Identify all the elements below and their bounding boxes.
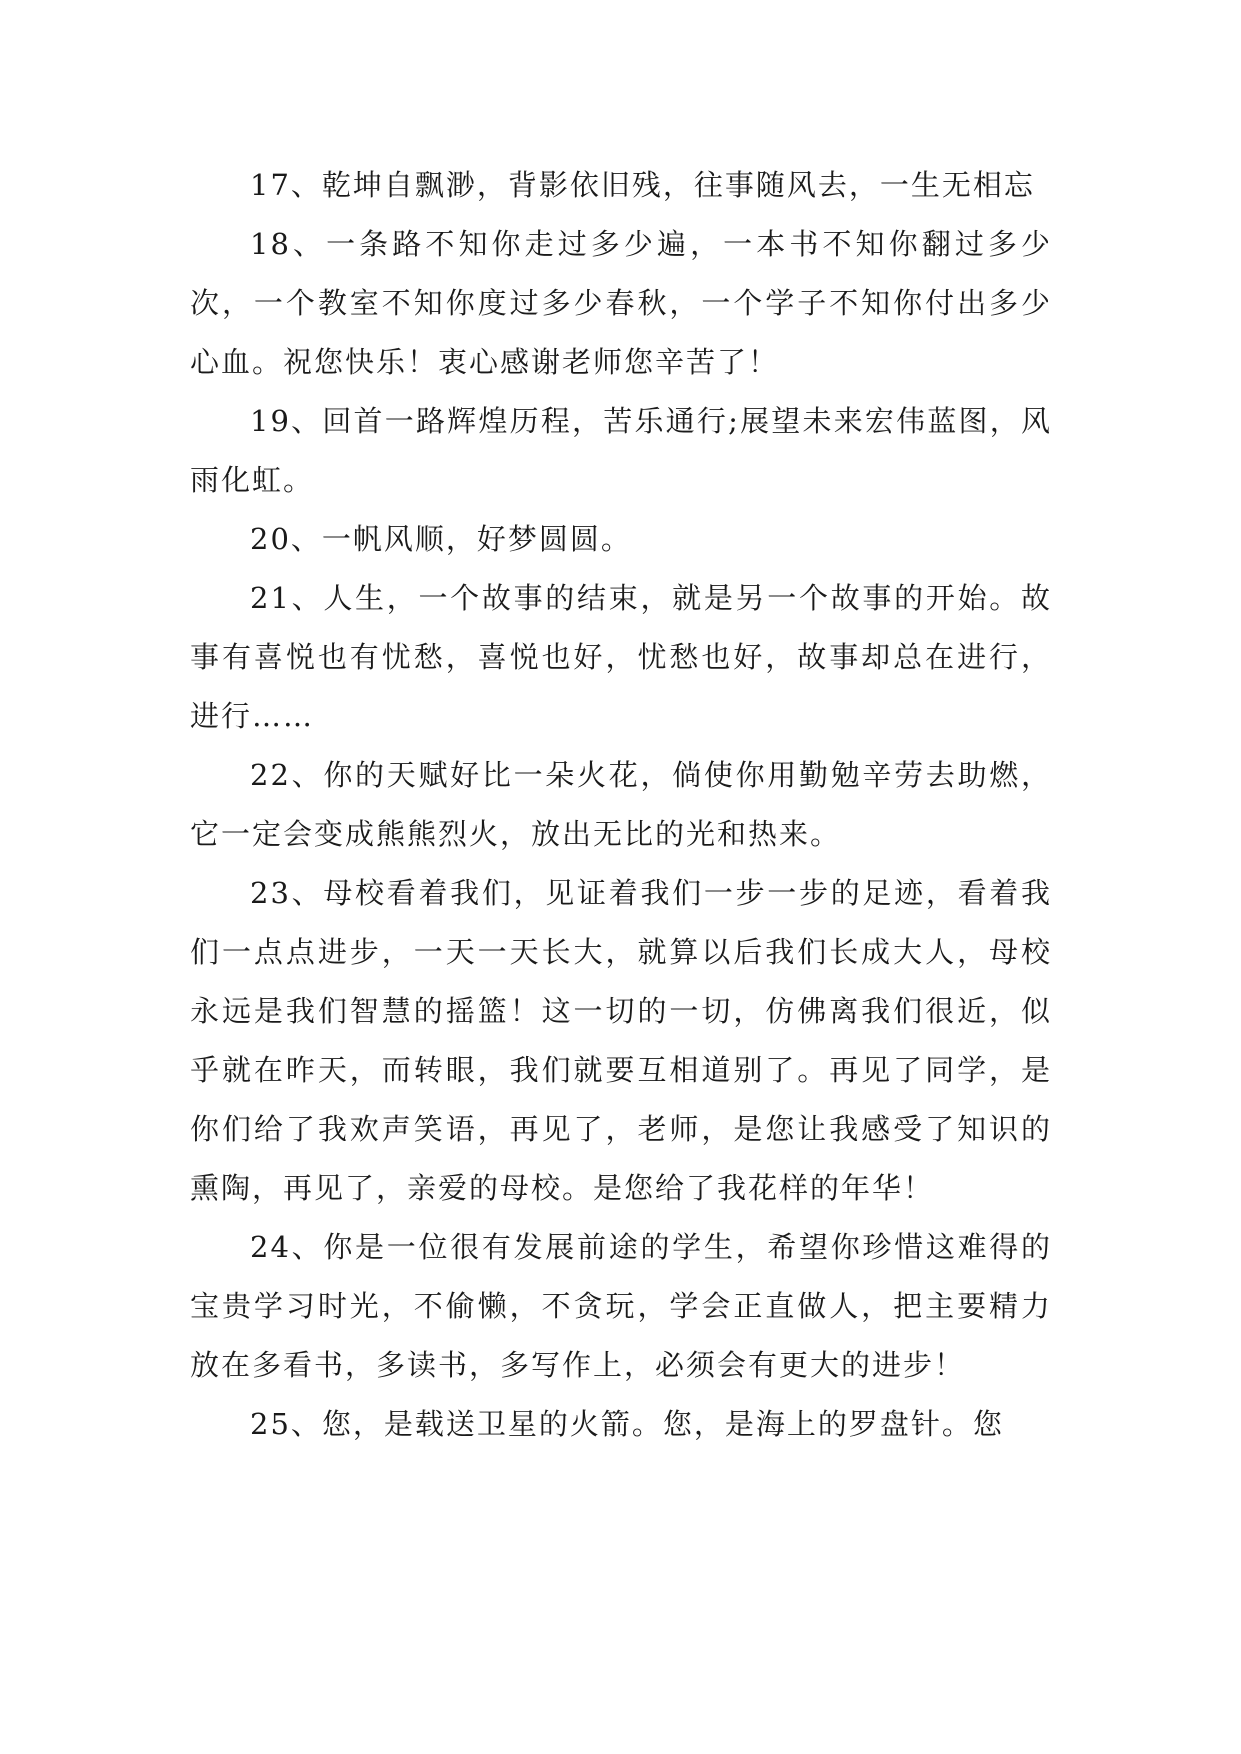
paragraph-20: 20、一帆风顺，好梦圆圆。 bbox=[250, 522, 632, 556]
paragraph-18: 18、一条路不知你走过多少遍，一本书不知你翻过多少次，一个教室不知你度过多少春秋，一个学子不知你付出多少心血。祝您快乐！衷心感谢老师您辛苦了！ bbox=[190, 227, 1052, 379]
paragraph-23: 23、母校看着我们，见证着我们一步一步的足迹，看着我们一点点进步，一天一天长大，就算以后我们长成大人，母校永远是我们智慧的摇篮！这一切的一切，仿佛离我们很近，似乎就在昨天，而转眼，我们就要互相道别了。再见了同学，是你们给了我欢声笑语，再见了，老师，是您让我感受了知识的熏陶，再见了，亲爱的母校。是您给了我花样的年华！ bbox=[190, 876, 1052, 1205]
paragraph-21: 21、人生，一个故事的结束，就是另一个故事的开始。故事有喜悦也有忧愁，喜悦也好，忧愁也好，故事却总在进行，进行…… bbox=[190, 581, 1052, 733]
paragraph-17: 17、乾坤自飘渺，背影依旧残，往事随风去，一生无相忘 bbox=[250, 168, 1035, 202]
paragraph-22: 22、你的天赋好比一朵火花，倘使你用勤勉辛劳去助燃，它一定会变成熊熊烈火，放出无比的光和热来。 bbox=[190, 758, 1052, 851]
paragraph-19: 19、回首一路辉煌历程，苦乐通行;展望未来宏伟蓝图，风雨化虹。 bbox=[190, 404, 1052, 497]
paragraph-24: 24、你是一位很有发展前途的学生，希望你珍惜这难得的宝贵学习时光，不偷懒，不贪玩，学会正直做人，把主要精力放在多看书，多读书，多写作上，必须会有更大的进步！ bbox=[190, 1230, 1052, 1382]
paragraph-25: 25、您，是载送卫星的火箭。您，是海上的罗盘针。您 bbox=[250, 1407, 1004, 1441]
document-body bbox=[190, 156, 1052, 1454]
